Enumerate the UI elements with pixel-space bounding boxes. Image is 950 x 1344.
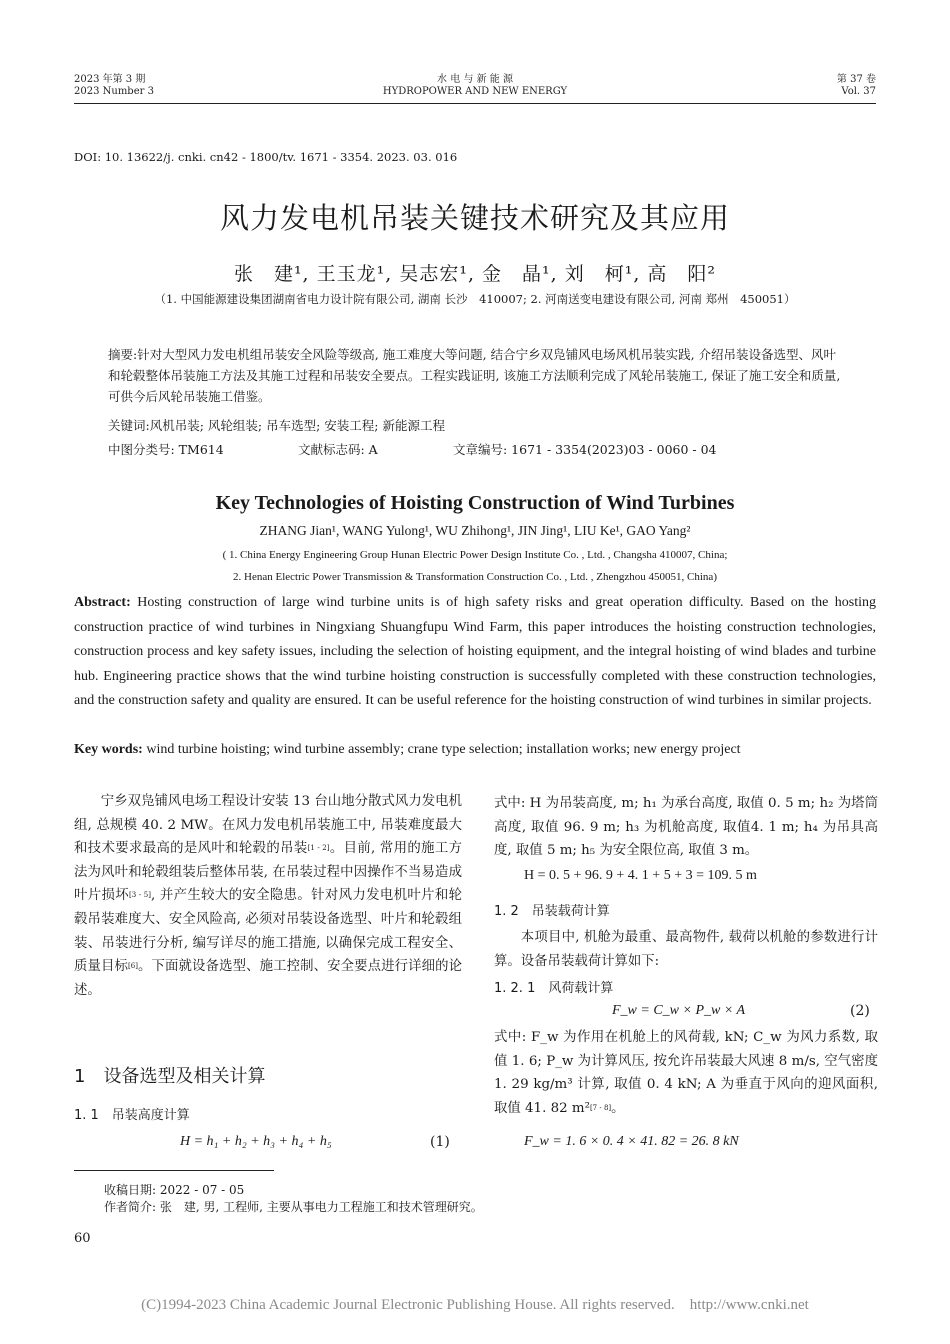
intro-text-d: 。下面就设备选型、施工控制、安全要点进行详细的论述。 (74, 959, 463, 998)
header-journal (0, 74, 950, 98)
abstract-cn-label: 摘要: (108, 347, 138, 362)
received-date: 收稿日期: 2022 - 07 - 05 (104, 1183, 245, 1197)
section-1-2-paragraph: 本项目中, 机舱为最重、最高物件, 载荷以机舱的参数进行计算。设备吊装载荷计算如下: (494, 930, 878, 969)
copyright-notice: (C)1994-2023 China Academic Journal Electronic Publishing House. All rights reserved. http://www.cnki.net (141, 1297, 809, 1313)
keywords-cn (108, 415, 848, 436)
citation-1-2: [1 - 2] (307, 844, 330, 853)
keywords-en-label: Key words: (74, 742, 143, 757)
calculation-2: F_w = 1. 6 × 0. 4 × 41. 82 = 26. 8 kN (524, 1134, 739, 1149)
section-1-2-1-heading: 1. 2. 1 风荷载计算 (494, 981, 614, 996)
abstract-en-text: Hosting construction of large wind turbine units is of high safety risks and great operation difficulty. Based on the hosting construction practice of wind turbines in Ningxiang Shuangfupu Wind Farm, this paper introduces the hoisting construction technologies, construction process and key safety issues, including the selection of hoisting equipment, and the integral hoisting of wind blades and turbine hub. Engineering practice shows that the wind turbine hoisting construction is successfully completed with these construction technologies, and the construction safety and quality are ensured. It can be useful reference for the hoisting construction of wind turbines in similar projects. (74, 595, 877, 709)
title-en: Key Technologies of Hoisting Construction of Wind Turbines (215, 492, 735, 514)
header-journal-cn: 水 电 与 新 能 源 (437, 74, 513, 85)
where-clause-2-text: 式中: F_w 为作用在机舱上的风荷载, kN; C_w 为风力系数, 取值 1. 6; P_w 为计算风压, 按允许吊装最大风速 8 m/s, 空气密度 1. 29 kg/m³ 计算, 取值 0. 4 kN; A 为垂直于风向的迎风面积, 取值 41. 82 m² (494, 1030, 878, 1116)
title-cn: 风力发电机吊装关键技术研究及其应用 (219, 201, 730, 235)
citation-6: [6] (128, 962, 138, 971)
citation-3-5: [3 - 5] (129, 891, 151, 900)
citation-7-8: [7 - 8] (589, 1103, 612, 1112)
header-volume-cn: 第 37 卷 (836, 74, 876, 85)
equation-1: H = h₁ + h₂ + h₃ + h₄ + h₅ (180, 1134, 332, 1149)
abstract-en (74, 591, 876, 714)
affiliations-en-1: ( 1. China Energy Engineering Group Hunan Electric Power Design Institute Co. , Ltd. , Changsha 410007, China; (222, 549, 728, 561)
clc-code: 中图分类号: TM614 (108, 442, 224, 457)
intro-paragraph (74, 790, 462, 1002)
doi: DOI: 10. 13622/j. cnki. cn42 - 1800/tv. 1671 - 3354. 2023. 03. 016 (74, 150, 458, 164)
authors-en: ZHANG Jian¹, WANG Yulong¹, WU Zhihong¹, JIN Jing¹, LIU Ke¹, GAO Yang² (259, 523, 691, 538)
where-clause-2 (494, 1026, 878, 1120)
affiliations-cn: （1. 中国能源建设集团湖南省电力设计院有限公司, 湖南 长沙 410007; 2. 河南送变电建设有限公司, 河南 郑州 450051） (154, 292, 796, 306)
intro-text-b: 。目前, 常用的施工方法为风叶和轮毂组装后整体吊装, 在吊装过程中因操作不当易造成叶片损坏 (74, 841, 463, 904)
classification-row (108, 439, 868, 460)
equation-1-number: (1) (430, 1134, 450, 1150)
footnote-rule (74, 1170, 274, 1171)
abstract-en-label: Abstract: (74, 595, 131, 610)
keywords-cn-text: 风机吊装; 风轮组装; 吊车选型; 安装工程; 新能源工程 (149, 418, 445, 433)
intro-text-a: 宁乡双凫铺风电场工程设计安装 13 台山地分散式风力发电机组, 总规模 40. 2 MW。在风力发电机吊装施工中, 吊装难度最大和技术要求最高的是风叶和轮毂的吊装 (74, 794, 462, 857)
header-rule (74, 103, 876, 104)
keywords-cn-label: 关键词: (108, 418, 150, 433)
author-bio: 作者简介: 张 建, 男, 工程师, 主要从事电力工程施工和技术管理研究。 (104, 1200, 483, 1214)
equation-2: F_w = C_w × P_w × A (612, 1003, 746, 1018)
document-code: 文献标志码: A (298, 442, 378, 457)
header-volume-en: Vol. 37 (841, 86, 876, 97)
keywords-en-text: wind turbine hoisting; wind turbine assembly; crane type selection; installation works; new energy project (146, 742, 741, 757)
section-1-2-heading: 1. 2 吊装载荷计算 (494, 904, 610, 919)
abstract-cn (108, 344, 848, 407)
abstract-cn-text: 针对大型风力发电机组吊装安全风险等级高, 施工难度大等问题, 结合宁乡双凫铺风电场风机吊装实践, 介绍吊装设备选型、风叶和轮毂整体吊装施工方法及其施工过程和吊装安全要点。工程实践证明, 该施工方法顺利完成了风轮吊装施工, 保证了施工安全和质量, 可供今后风轮吊装施工借鉴。 (108, 347, 841, 404)
header-issue-en: 2023 Number 3 (74, 86, 154, 97)
header-volume (837, 74, 876, 98)
article-number: 文章编号: 1671 - 3354(2023)03 - 0060 - 04 (453, 442, 717, 457)
affiliations-en-2: 2. Henan Electric Power Transmission & Transformation Construction Co. , Ltd. , Zhengzhou 450051, China) (233, 571, 717, 583)
header-issue-cn: 2023 年第 3 期 (74, 74, 146, 85)
where-clause-2-end: 。 (611, 1100, 625, 1116)
intro-text-c: , 并产生较大的安全隐患。针对风力发电机叶片和轮毂吊装难度大、安全风险高, 必须对吊装设备选型、叶片和轮毂组装、吊装进行分析, 编写详尽的施工措施, 以确保完成工程安全、质量目标 (74, 888, 463, 975)
section-1-1-heading: 1. 1 吊装高度计算 (74, 1108, 190, 1123)
section-1-heading: 1 设备选型及相关计算 (74, 1066, 266, 1087)
header-journal-en: HYDROPOWER AND NEW ENERGY (382, 86, 568, 97)
page-number: 60 (74, 1231, 91, 1246)
keywords-en (74, 742, 876, 758)
equation-2-number: (2) (850, 1003, 870, 1019)
where-clause-1: 式中: H 为吊装高度, m; h₁ 为承台高度, 取值 0. 5 m; h₂ 为塔筒高度, 取值 96. 9 m; h₃ 为机舱高度, 取值4. 1 m; h₄ 为吊具高度, 取值 5 m; h₅ 为安全限位高, 取值 3 m。 (494, 796, 878, 859)
calculation-1: H = 0. 5 + 96. 9 + 4. 1 + 5 + 3 = 109. 5 m (524, 868, 757, 883)
authors-cn: 张 建¹, 王玉龙¹, 吴志宏¹, 金 晶¹, 刘 柯¹, 高 阳² (233, 263, 717, 285)
